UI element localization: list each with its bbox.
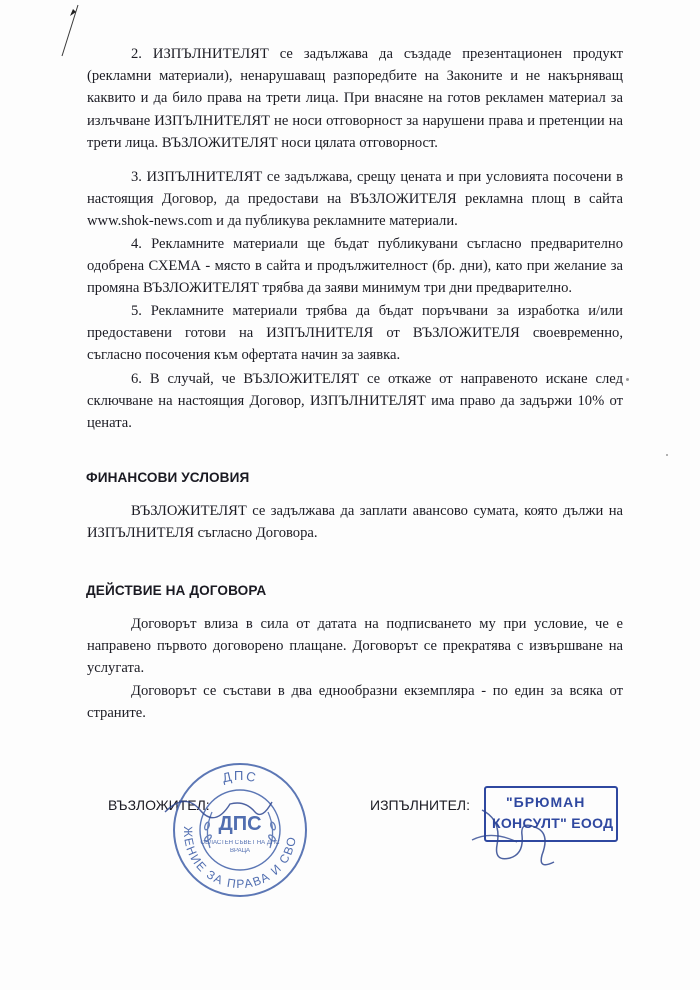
clause-3: 3. ИЗПЪЛНИТЕЛЯТ се задължава, срещу цената и при условията посочени в настоящия Договор, да предостави на ВЪЗЛОЖИТЕЛЯ рекламна площ в сайта www.shok-news.com и да публикува рекламните материали. bbox=[87, 169, 623, 230]
effect-text-2: Договорът се състави в два еднообразни екземпляра - по един за всяка от страните. bbox=[87, 683, 623, 722]
scan-speck bbox=[626, 378, 629, 381]
stamp-inner-line-1: ОБЛАСТЕН СЪВЕТ НА ДПС bbox=[200, 840, 280, 846]
scan-speck bbox=[666, 454, 668, 456]
clause-5: 5. Рекламните материали трябва да бъдат поръчвани за изработка и/или предоставени готови на ИЗПЪЛНИТЕЛЯ от ВЪЗЛОЖИТЕЛЯ своевременно, съгласно посочения към офертата начин за заявка. bbox=[87, 303, 623, 364]
company-stamp-line-1: "БРЮМАН bbox=[506, 794, 586, 810]
clause-4: 4. Рекламните материали ще бъдат публикувани съгласно предварително одобрена СХЕМА - място в сайта и продължителност (бр. дни), като при желание за промяна ВЪЗЛОЖИТЕЛЯТ трябва да заяви минимум три дни предварително. bbox=[87, 236, 623, 297]
stamp-ring-bottom-text: ЖЕНИЕ ЗА ПРАВА И СВО bbox=[180, 826, 300, 892]
finance-heading: ФИНАНСОВИ УСЛОВИЯ bbox=[86, 470, 250, 485]
contractor-signature-label: ИЗПЪЛНИТЕЛ: bbox=[370, 797, 470, 813]
effect-text-1: Договорът влиза в сила от датата на подписването му при условие, че е направено първото договорено плащане. Договорът се прекратява с извършване на услугата. bbox=[87, 616, 623, 677]
stamp-ring-top-text: ДПС bbox=[220, 767, 260, 786]
finance-text: ВЪЗЛОЖИТЕЛЯТ се задължава да заплати авансово сумата, която дължи на ИЗПЪЛНИТЕЛЯ съгласно Договора. bbox=[87, 503, 623, 542]
clause-2: 2. ИЗПЪЛНИТЕЛЯТ се задължава да създаде презентационен продукт (рекламни материали), ненарушаващ разпоредбите на Законите и не накърняващ каквито и да било права на трети лица. При внасяне на готов рекламен материал за излъчване ИЗПЪЛНИТЕЛЯТ не носи отговорност за нарушени права и претенции на трети лица. ВЪЗЛОЖИТЕЛЯТ носи цялата отговорност. bbox=[87, 46, 623, 151]
stamp-inner-line-2: ВРАЦА bbox=[229, 848, 251, 854]
effect-heading: ДЕЙСТВИЕ НА ДОГОВОРА bbox=[86, 583, 267, 598]
contractor-signature-scribble bbox=[462, 800, 572, 880]
company-stamp-line-2: КОНСУЛТ" ЕООД bbox=[492, 815, 614, 831]
stamp-center-text: ДПС bbox=[218, 813, 262, 835]
clause-6: 6. В случай, че ВЪЗЛОЖИТЕЛЯТ се откаже от направеното искане след сключване на настоящия Договор, ИЗПЪЛНИТЕЛЯТ има право да задържи 10% от цената. bbox=[87, 371, 623, 432]
client-signature-scribble bbox=[160, 782, 280, 832]
client-signature-label: ВЪЗЛОЖИТЕЛ: bbox=[108, 797, 210, 813]
